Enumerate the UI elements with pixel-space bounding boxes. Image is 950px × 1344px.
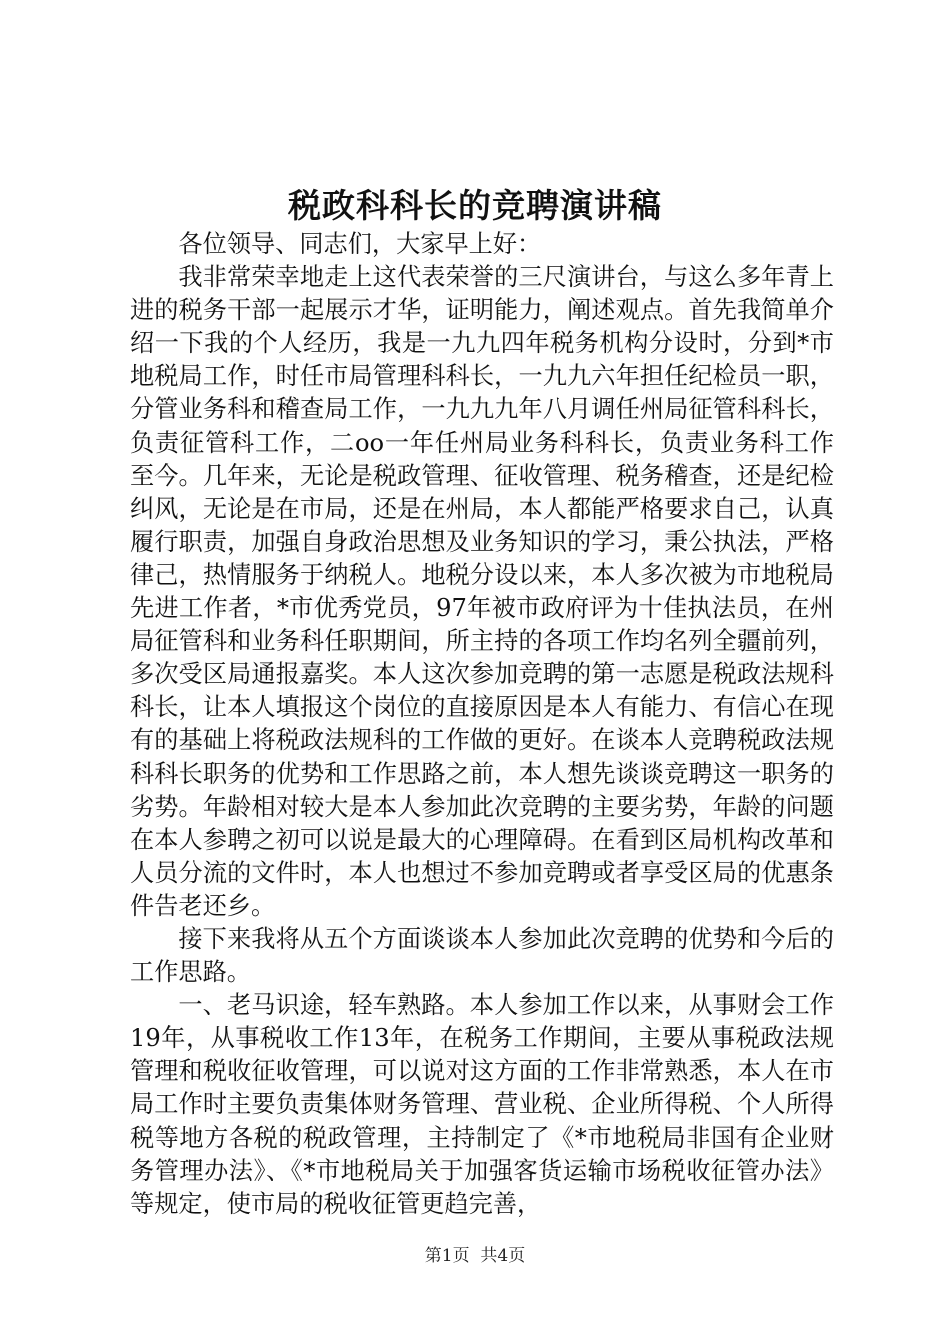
page-number: 第1页 <box>424 1246 470 1266</box>
document-title: 税政科科长的竞聘演讲稿 <box>288 186 662 225</box>
page-total: 共4页 <box>480 1246 526 1266</box>
paragraph-introduction: 我非常荣幸地走上这代表荣誉的三尺演讲台，与这么多年青上进的税务干部一起展示才华，证明能力，阐述观点。首先我简单介绍一下我的个人经历，我是一九九四年税务机构分设时，分到*市地税局工作，时任市局管理科科长，一九九六年担任纪检员一职，分管业务科和稽查局工作，一九九九年八月调任州局征管科科长，负责征管科工作，二oo一年任州局业务科科长，负责业务科工作至今。几年来，无论是税政管理、征收管理、税务稽查，还是纪检纠风，无论是在市局，还是在州局，本人都能严格要求自己，认真履行职责，加强自身政治思想及业务知识的学习，秉公执法，严格律己，热情服务于纳税人。地税分设以来，本人多次被为市地税局先进工作者，*市优秀党员，97年被市政府评为十佳执法员，在州局征管科和业务科任职期间，所主持的各项工作均名列全疆前列，多次受区局通报嘉奖。本人这次参加竞聘的第一志愿是税政法规科科长，让本人填报这个岗位的直接原因是本人有能力、有信心在现有的基础上将税政法规科的工作做的更好。在谈本人竞聘税政法规科科长职务的优势和工作思路之前，本人想先谈谈竞聘这一职务的劣势。年龄相对较大是本人参加此次竞聘的主要劣势，年龄的问题在本人参聘之初可以说是最大的心理障碍。在看到区局机构改革和人员分流的文件时，本人也想过不参加竞聘或者享受区局的优惠条件告老还乡。 <box>130 263 834 920</box>
paragraph-greeting: 各位领导、同志们，大家早上好： <box>178 230 542 258</box>
page-footer <box>0 1244 950 1268</box>
paragraph-point-one: 一、老马识途，轻车熟路。本人参加工作以来，从事财会工作19年，从事税收工作13年，在税务工作期间，主要从事税政法规管理和税收征收管理，可以说对这方面的工作非常熟悉，本人在市局工作时主要负责集体财务管理、营业税、企业所得税、个人所得税等地方各税的税政管理，主持制定了《*市地税局非国有企业财务管理办法》、《*市地税局关于加强客货运输市场税收征管办法》等规定，使市局的税收征管更趋完善， <box>130 991 834 1218</box>
document-body <box>130 228 834 1221</box>
paragraph-transition: 接下来我将从五个方面谈谈本人参加此次竞聘的优势和今后的工作思路。 <box>130 924 834 987</box>
